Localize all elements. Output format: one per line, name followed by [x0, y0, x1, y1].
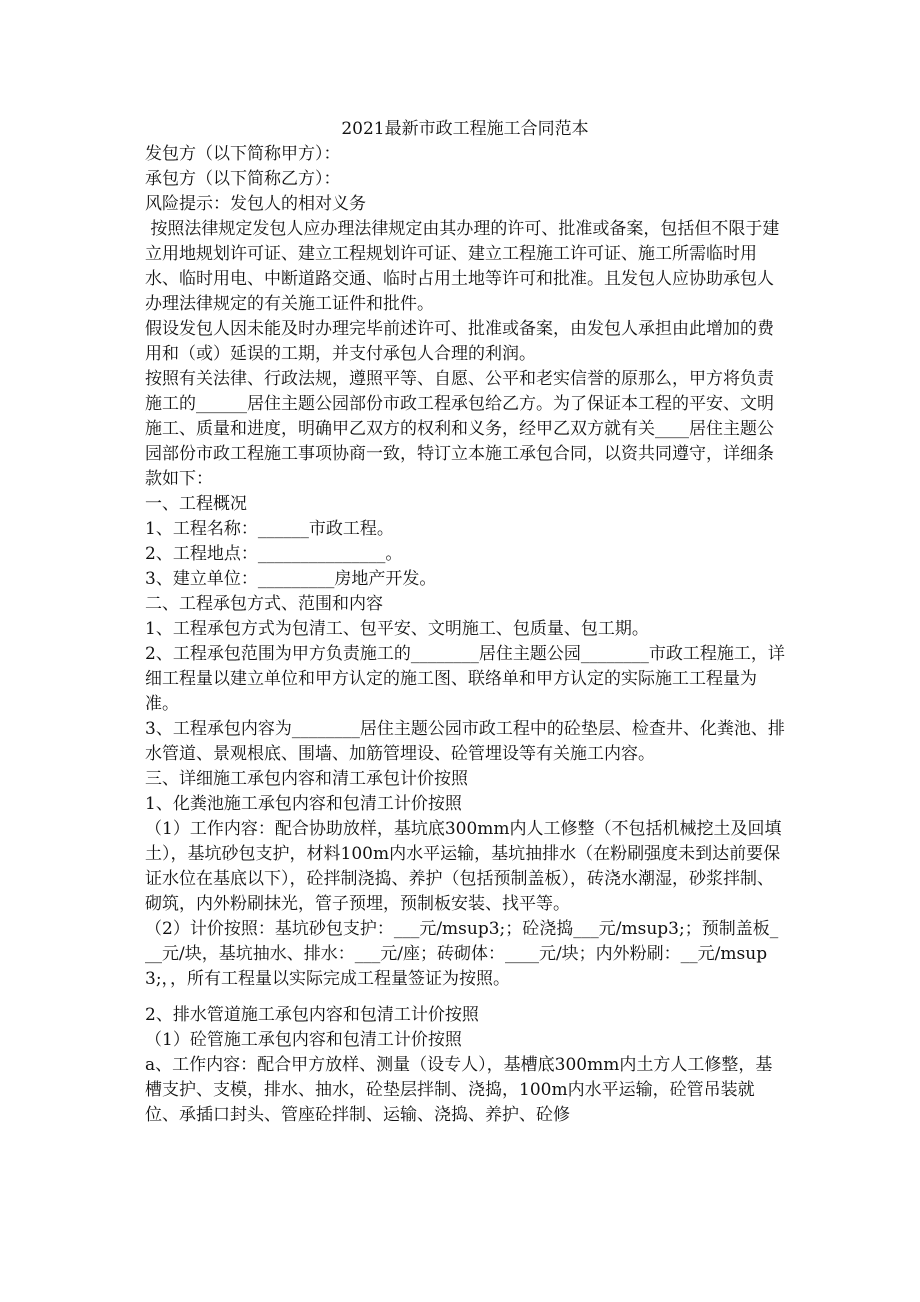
section-heading-2: 二、工程承包方式、范围和内容: [145, 594, 383, 614]
risk-note-paragraph-2: 假设发包人因未能及时办理完毕前述许可、批准或备案，由发包人承担由此增加的费用和（或）延误的工期，并支付承包人合理的利润。: [145, 319, 774, 364]
septic-tank-work-content: （1）工作内容：配合协助放样，基坑底300mm内人工修整（不包括机械挖土及回填土），基坑砂包支护，材料100m内水平运输，基坑抽排水（在粉刷强度未到达前要保证水位在基底以下），砼拌制浇捣、养护（包括预制盖板），砖浇水潮湿，砂浆拌制、砌筑，内外粉刷抹光，管子预埋，预制板安装、找平等。: [145, 819, 782, 914]
preamble-paragraph: 按照有关法律、行政法规，遵照平等、自愿、公平和老实信誉的原那么，甲方将负责施工的______居住主题公园部份市政工程承包给乙方。为了保证本工程的平安、文明施工、质量和进度，明确甲乙双方的权利和义务，经甲乙双方就有关____居住主题公园部份市政工程施工事项协商一致，特订立本施工承包合同，以资共同遵守，详细条款如下：: [145, 369, 774, 489]
party-a-line: 发包方（以下简称甲方）：: [145, 144, 341, 164]
drainage-pipe-heading: 2、排水管道施工承包内容和包清工计价按照: [145, 1005, 479, 1025]
developer-line: 3、建立单位：_________房地产开发。: [145, 569, 437, 589]
party-b-line: 承包方（以下简称乙方）：: [145, 169, 341, 189]
concrete-pipe-work-content: a、工作内容：配合甲方放样、测量（设专人），基槽底300mm内土方人工修整，基槽支护、支模，排水、抽水，砼垫层拌制、浇捣，100m内水平运输，砼管吊装就位、承插口封头、管座砼拌制、运输、浇捣、养护、砼修: [145, 1055, 773, 1125]
concrete-pipe-heading: （1）砼管施工承包内容和包清工计价按照: [145, 1030, 462, 1050]
document-body: [145, 117, 785, 1128]
septic-tank-heading: 1、化粪池施工承包内容和包清工计价按照: [145, 794, 462, 814]
contract-content-paragraph: 3、工程承包内容为________居住主题公园市政工程中的砼垫层、检查井、化粪池、排水管道、景观根底、围墙、加筋管埋设、砼管埋设等有关施工内容。: [145, 719, 785, 764]
risk-note-heading: 风险提示：发包人的相对义务: [145, 194, 366, 214]
section-heading-1: 一、工程概况: [145, 494, 247, 514]
septic-tank-pricing: （2）计价按照：基坑砂包支护：___元/msup3;；砼浇捣___元/msup3;；预制盖板___元/块，基坑抽水、排水：___元/座；砖砌体：____元/块；内外粉刷：__元/msup3;，，所有工程量以实际完成工程量签证为按照。: [145, 919, 779, 989]
document-title: 2021最新市政工程施工合同范本: [341, 119, 589, 139]
contract-scope-paragraph: 2、工程承包范围为甲方负责施工的________居住主题公园________市政工程施工，详细工程量以建立单位和甲方认定的施工图、联络单和甲方认定的实际施工工程量为准。: [145, 644, 785, 714]
section-heading-3: 三、详细施工承包内容和清工承包计价按照: [145, 769, 468, 789]
contract-method-line: 1、工程承包方式为包清工、包平安、文明施工、包质量、包工期。: [145, 619, 649, 639]
project-location-line: 2、工程地点：_______________。: [145, 544, 403, 564]
project-name-line: 1、工程名称：______市政工程。: [145, 519, 394, 539]
risk-note-paragraph-1: 按照法律规定发包人应办理法律规定由其办理的许可、批准或备案，包括但不限于建立用地规划许可证、建立工程规划许可证、建立工程施工许可证、施工所需临时用水、临时用电、中断道路交通、临时占用土地等许可和批准。且发包人应协助承包人办理法律规定的有关施工证件和批件。: [145, 219, 780, 314]
